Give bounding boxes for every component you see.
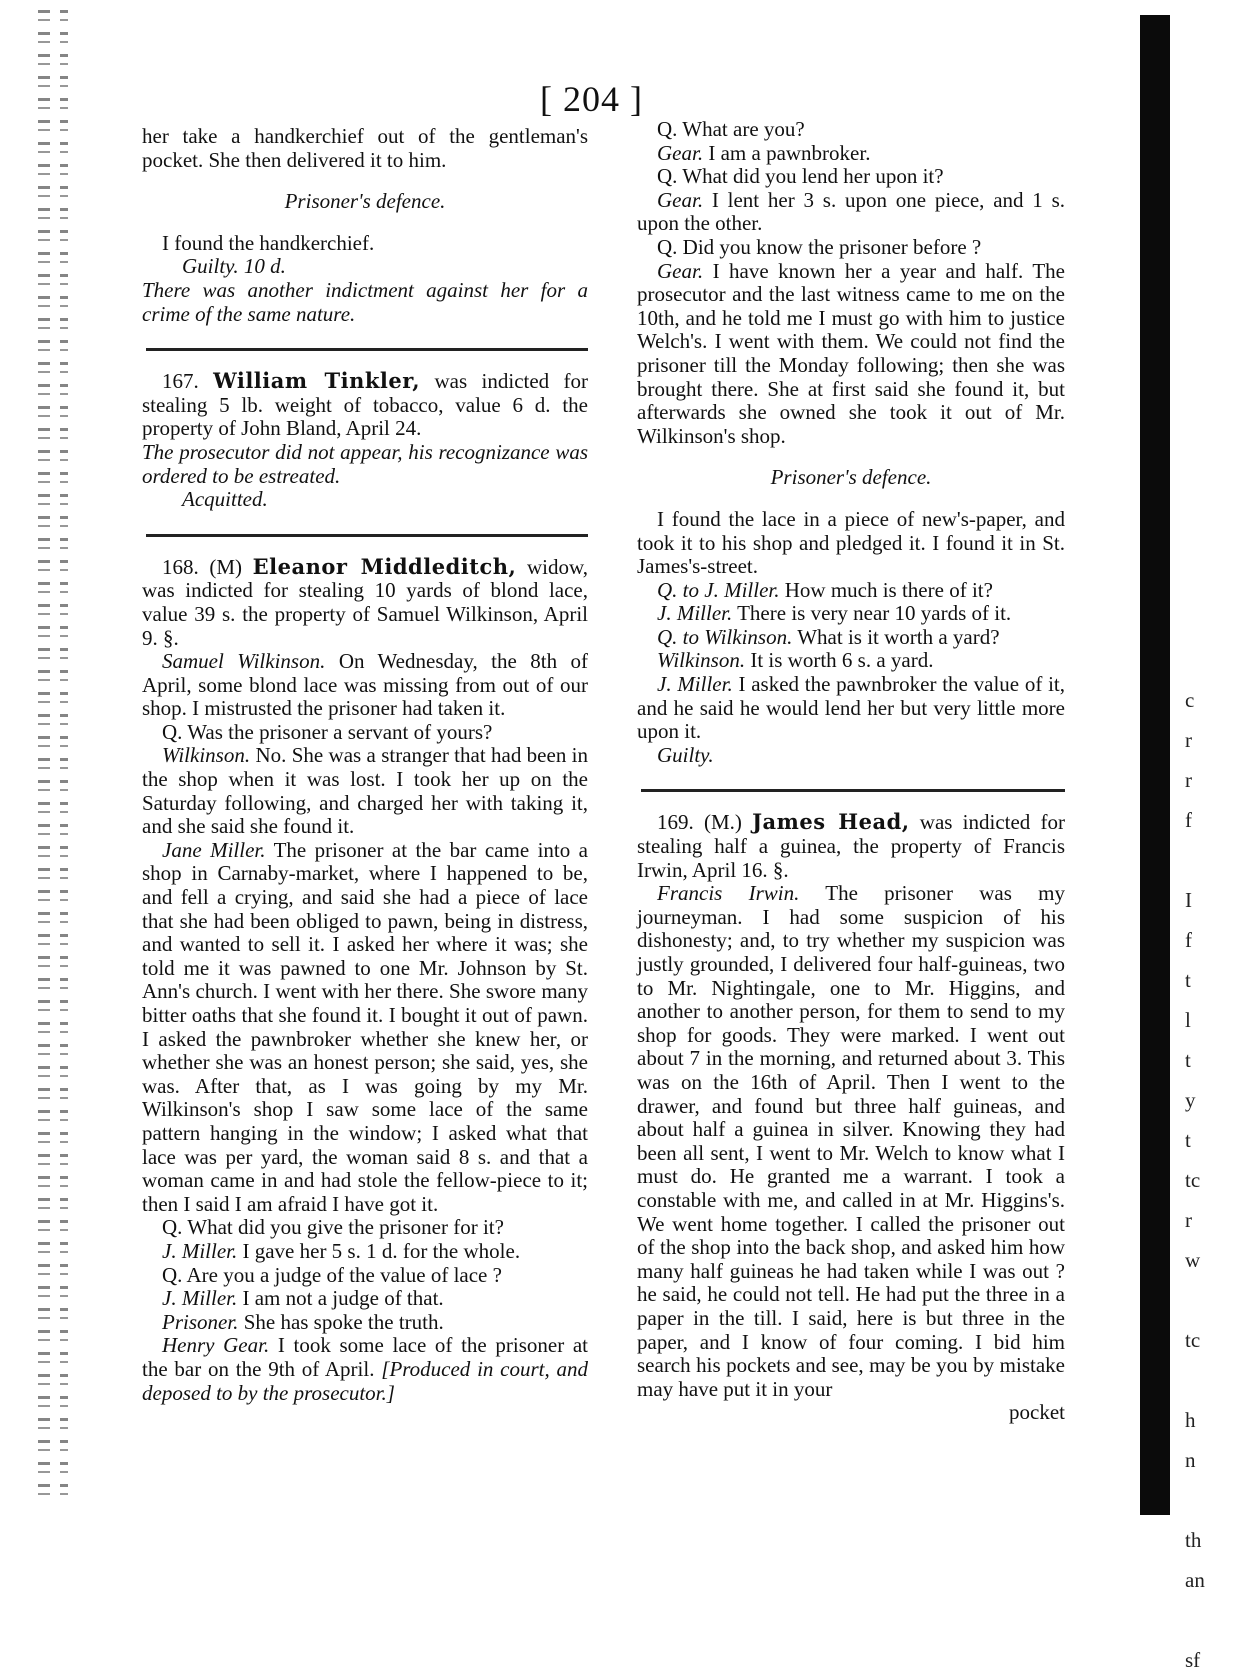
section-heading: Prisoner's defence.: [284, 189, 446, 214]
question: Q. What are you?: [657, 117, 805, 141]
left-column: [142, 125, 588, 1405]
testimony: Henry Gear. I took some lace of the prisoner at the bar on the 9th of April. [Produced in court, and deposed to by the prosecutor.]: [142, 1333, 589, 1405]
defendant-name: James Head,: [752, 809, 910, 835]
testimony: Gear. I lent her 3 s. upon one piece, and 1 s. upon the other.: [637, 187, 1065, 236]
case-169: 169. (M.) James Head, was indicted for stealing half a guinea, the property of Francis Irwin, April 16. §.: [637, 809, 1065, 882]
section-heading: Prisoner's defence.: [770, 465, 932, 490]
verdict: Acquitted.: [182, 487, 268, 512]
testimony: Prisoner. She has spoke the truth.: [162, 1309, 444, 1334]
verdict: Guilty. 10 d.: [182, 254, 286, 279]
divider: [146, 534, 588, 537]
testimony: Gear. I am a pawnbroker.: [657, 140, 871, 165]
divider: [146, 348, 588, 351]
paragraph: her take a handkerchief out of the gentleman's pocket. She then delivered it to him.: [142, 124, 588, 172]
question: Q. What did you lend her upon it?: [657, 164, 944, 189]
right-column: [637, 118, 1065, 1425]
question: Q. What did you give the prisoner for it?: [162, 1215, 504, 1240]
testimony: J. Miller. I asked the pawnbroker the value of it, and he said he would lend her but very little more upon it.: [637, 672, 1065, 744]
question: Q. Did you know the prisoner before ?: [657, 234, 982, 259]
testimony: Jane Miller. The prisoner at the bar came into a shop in Carnaby-market, where I happened to be, and fell a crying, and said she had a piece of lace that she had been obliged to pawn, being in distress, and wanted to sell it. I asked her where it was; she told me it was pawned to one Mr. Johnson by St. Ann's church. I went with her there. She swore many bitter oaths that she found it. I bought it out of pawn. I asked the pawnbroker whether she knew her, or whether she was an honest person; she said, yes, she was. After that, as I was going by my Mr. Wilkinson's shop I saw some lace of the same pattern hanging in the window; I asked what that lace was per yard, the woman said 8 s. and that a woman came in and had stole the fellow-piece to it; then I said I am afraid I have got it.: [142, 837, 588, 1216]
question: Q. Are you a judge of the value of lace ?: [162, 1262, 502, 1287]
paragraph: I found the handkerchief.: [162, 230, 375, 255]
question: Q. to Wilkinson. What is it worth a yard?: [657, 624, 1000, 649]
testimony: J. Miller. I gave her 5 s. 1 d. for the whole.: [162, 1238, 521, 1263]
paragraph: I found the lace in a piece of new's-paper, and took it to his shop and pledged it. I found it in St. James's-street.: [637, 506, 1065, 579]
case-167: 167. William Tinkler, was indicted for stealing 5 lb. weight of tobacco, value 6 d. the property of John Bland, April 24.: [142, 368, 589, 441]
next-page-fragments: c r r f I f t l t y t tc r w tc h n th an sf: [1185, 688, 1205, 1672]
testimony: Francis Irwin. The prisoner was my journeyman. I had some suspicion of his dishonesty; and, to try whether my suspicion was justly grounded, I delivered four half-guineas, two to Mr. Nightingale, one to Mr. Higgins, and another to another person, for them to send to my shop for goods. They were marked. I went out about 7 in the morning, and returned about 3. This was on the 16th of April. Then I went to the drawer, and found but three half guineas, and about half a guinea in silver. Knowing they had been all sent, I went to Mr. Welch to know what I must do. He granted me a warrant. I took a constable with me, and called in at Mr. Higgins's. We went home together. I called the prisoner out of the shop into the back shop, and asked him how many half guineas he had taken while I was out ? he said, he could not tell. He had put the three in a paper in the till. I said, here is but three in the paper, and I know of four coming. I bid him search his pockets and see, may be you by mistake may have put it in your: [637, 881, 1065, 1401]
testimony: Wilkinson. No. She was a stranger that had been in the shop when it was lost. I took her up on the Saturday following, and charged her with taking it, and she said she found it.: [142, 743, 588, 839]
testimony: J. Miller. I am not a judge of that.: [162, 1286, 444, 1311]
note: There was another indictment against her for a crime of the same nature.: [142, 277, 588, 326]
page-edge-shadow: [1140, 15, 1170, 1515]
question: Q. to J. Miller. How much is there of it?: [657, 577, 993, 602]
testimony: J. Miller. There is very near 10 yards of it.: [657, 601, 1012, 626]
testimony: Wilkinson. It is worth 6 s. a yard.: [657, 648, 934, 673]
testimony: Gear. I have known her a year and half. The prosecutor and the last witness came to me on the 10th, and he told me I must go with him to justice Welch's. I went with them. We could not find the prisoner till the Monday following; then she was brought there. She at first said she found it, but afterwards she owned she took it out of Mr. Wilkinson's shop.: [637, 258, 1065, 448]
verdict: Guilty.: [657, 742, 714, 767]
defendant-name: William Tinkler,: [213, 368, 421, 394]
testimony: Samuel Wilkinson. On Wednesday, the 8th of April, some blond lace was missing from out of our shop. I mistrusted the prisoner had taken it.: [142, 649, 589, 721]
question: Q. Was the prisoner a servant of yours?: [162, 719, 493, 744]
binding-gutter: [38, 10, 78, 1500]
case-168: 168. (M) Eleanor Middleditch, widow, was indicted for stealing 10 yards of blond lace, value 39 s. the property of Samuel Wilkinson, April 9. §.: [142, 553, 588, 650]
catchword: pocket: [1009, 1400, 1065, 1425]
defendant-name: Eleanor Middleditch,: [252, 553, 517, 579]
page-number: [ 204 ]: [540, 79, 643, 119]
note: The prosecutor did not appear, his recognizance was ordered to be estreated.: [142, 439, 588, 488]
divider: [641, 789, 1065, 792]
